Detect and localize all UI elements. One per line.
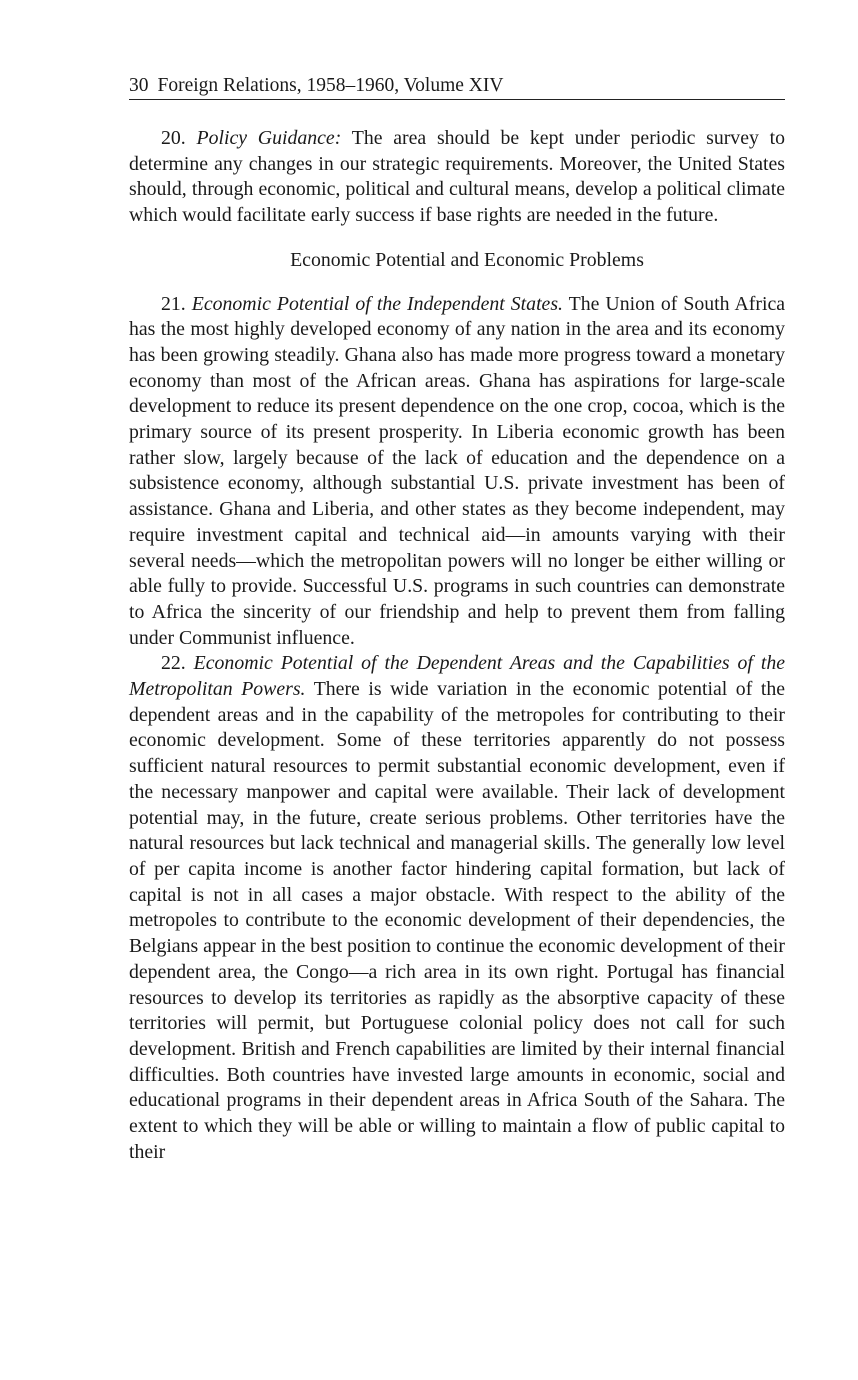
page-number: 30 bbox=[129, 75, 149, 96]
section-heading: Economic Potential and Economic Problems bbox=[290, 248, 644, 271]
running-header bbox=[129, 74, 785, 100]
paragraph-number: 20. bbox=[161, 127, 186, 149]
publication-title: Foreign Relations, 1958–1960, Volume XIV bbox=[157, 75, 504, 96]
paragraph-21 bbox=[129, 292, 785, 652]
paragraph-number: 21. bbox=[161, 292, 186, 315]
paragraph-text: The area should be kept under periodic survey to determine any changes in our strategic requirements. Moreover, the United States should, through economic, political and cultural means, develop a political climate which would facilitate early success if base rights are needed in the future. bbox=[129, 127, 786, 227]
paragraph-title: Economic Potential of the Independent States. bbox=[191, 292, 563, 315]
document-page bbox=[129, 74, 785, 1165]
paragraph-22 bbox=[129, 651, 785, 1165]
paragraph-20 bbox=[129, 126, 785, 229]
paragraph-text: The Union of South Africa has the most highly developed economy of any nation in the area and its economy has been growing steadily. Ghana also has made more progress toward a monetary economy than most of the African areas. Ghana has aspirations for large-scale development to reduce its present dependence on the one crop, cocoa, which is the primary source of its present prosperity. In Liberia economic growth has been rather slow, largely because of the lack of education and the dependence on a subsistence economy, although substantial U.S. private investment has been of assistance. Ghana and Liberia, and other states as they become independent, may require investment capital and technical aid—in amounts varying with their several needs—which the metropolitan powers will no longer be either willing or able fully to provide. Successful U.S. programs in such countries can demonstrate to Africa the sincerity of our friendship and help to prevent them from falling under Communist influence. bbox=[129, 292, 786, 649]
paragraph-text: There is wide variation in the economic potential of the dependent areas and in the capability of the metropoles for contributing to their economic development. Some of these territories apparently do not possess sufficient natural resources to permit substantial economic development, even if the necessary manpower and capital were available. Their lack of development potential may, in the future, create serious problems. Other territories have the natural resources but lack technical and managerial skills. The generally low level of per capita income is another factor hindering capital formation, but lack of capital is not in all cases a major obstacle. With respect to the ability of the metropoles to contribute to the economic development of their dependencies, the Belgians appear in the best position to continue the economic development of their dependent area, the Congo—a rich area in its own right. Portugal has financial resources to develop its territories as rapidly as the absorptive capacity of these territories will permit, but Portuguese colonial policy does not call for such development. British and French capabilities are limited by their internal financial difficulties. Both countries have invested large amounts in economic, social and educational programs in their dependent areas in Africa South of the Sahara. The extent to which they will be able or willing to maintain a flow of public capital to their bbox=[129, 678, 785, 1163]
paragraph-number: 22. bbox=[161, 652, 186, 675]
paragraph-title: Economic Potential of the Dependent Areas and the Capabilities of the Metropolitan Powers. bbox=[129, 652, 785, 701]
paragraph-title: Policy Guidance: bbox=[196, 127, 342, 149]
